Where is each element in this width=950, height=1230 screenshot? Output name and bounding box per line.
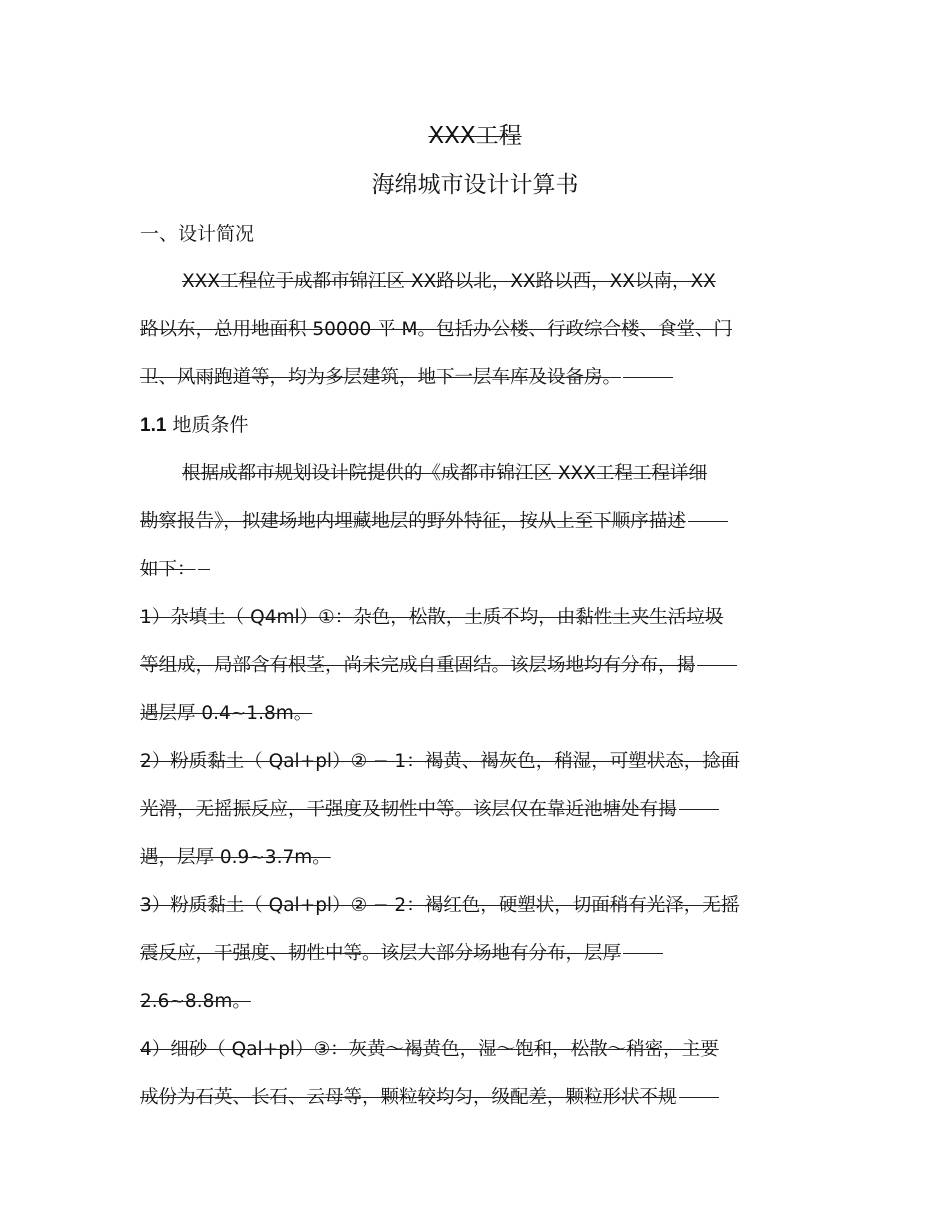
document-subtitle: 海绵城市设计计算书 — [371, 172, 579, 198]
layer-2-line-2: 光滑，无摇振反应，干强度及韧性中等。该层仅在靠近池塘处有揭 — [140, 797, 719, 823]
geology-intro-line-3: 如下： — [140, 557, 210, 583]
geology-intro-line-1: 根据成都市规划设计院提供的《成都市锦江区 XXX工程工程详细 — [182, 463, 707, 484]
strike-rule — [623, 953, 663, 954]
subsection-heading-geology: 1.1 地质条件 — [140, 414, 249, 436]
layer-2-line-3: 遇，层厚 0.9~3.7m。 — [140, 847, 331, 868]
geology-intro-line-2: 勘察报告》，拟建场地内埋藏地层的野外特征，按从上至下顺序描述 — [140, 509, 728, 535]
strike-rule — [198, 569, 210, 570]
layer-3-line-3: 2.6~8.8m。 — [140, 991, 251, 1012]
overview-line-1: XXX工程位于成都市锦江区 XX路以北，XX路以西，XX以南，XX — [182, 271, 716, 292]
layer-3-line-2: 震反应，干强度、韧性中等。该层大部分场地有分布，层厚 — [140, 941, 663, 967]
document-title-text: XXX工程 — [428, 123, 522, 149]
layer-4-line-1: 4）细砂（ Qal+pl）③：灰黄～褐黄色，湿～饱和，松散～稍密，主要 — [140, 1039, 719, 1060]
layer-1-line-3: 遇层厚 0.4~1.8m。 — [140, 703, 313, 724]
overview-line-3: 卫、风雨跑道等，均为多层建筑，地下一层车库及设备房。 — [140, 365, 673, 391]
strike-rule — [697, 665, 737, 666]
layer-1-line-1: 1）杂填土（ Q4ml）①：杂色，松散，土质不均，由黏性土夹生活垃圾 — [140, 607, 724, 628]
layer-4-line-2: 成份为石英、长石、云母等，颗粒较均匀，级配差，颗粒形状不规 — [140, 1085, 719, 1111]
strike-rule — [679, 809, 719, 810]
strike-rule — [688, 521, 728, 522]
overview-line-2: 路以东，总用地面积 50000 平 M。包括办公楼、行政综合楼、食堂、门 — [140, 319, 732, 340]
strike-rule — [623, 377, 673, 378]
document-title — [0, 121, 950, 151]
layer-2-line-1: 2）粉质黏土（ Qal+pl）② − 1：褐黄、褐灰色，稍湿，可塑状态，捻面 — [140, 751, 740, 772]
layer-1-line-2: 等组成，局部含有根茎，尚未完成自重固结。该层场地均有分布，揭 — [140, 653, 737, 679]
section-heading-overview: 一、设计简况 — [140, 223, 255, 245]
layer-3-line-1: 3）粉质黏土（ Qal+pl）② − 2：褐红色，硬塑状，切面稍有光泽，无摇 — [140, 895, 740, 916]
strike-rule — [679, 1097, 719, 1098]
